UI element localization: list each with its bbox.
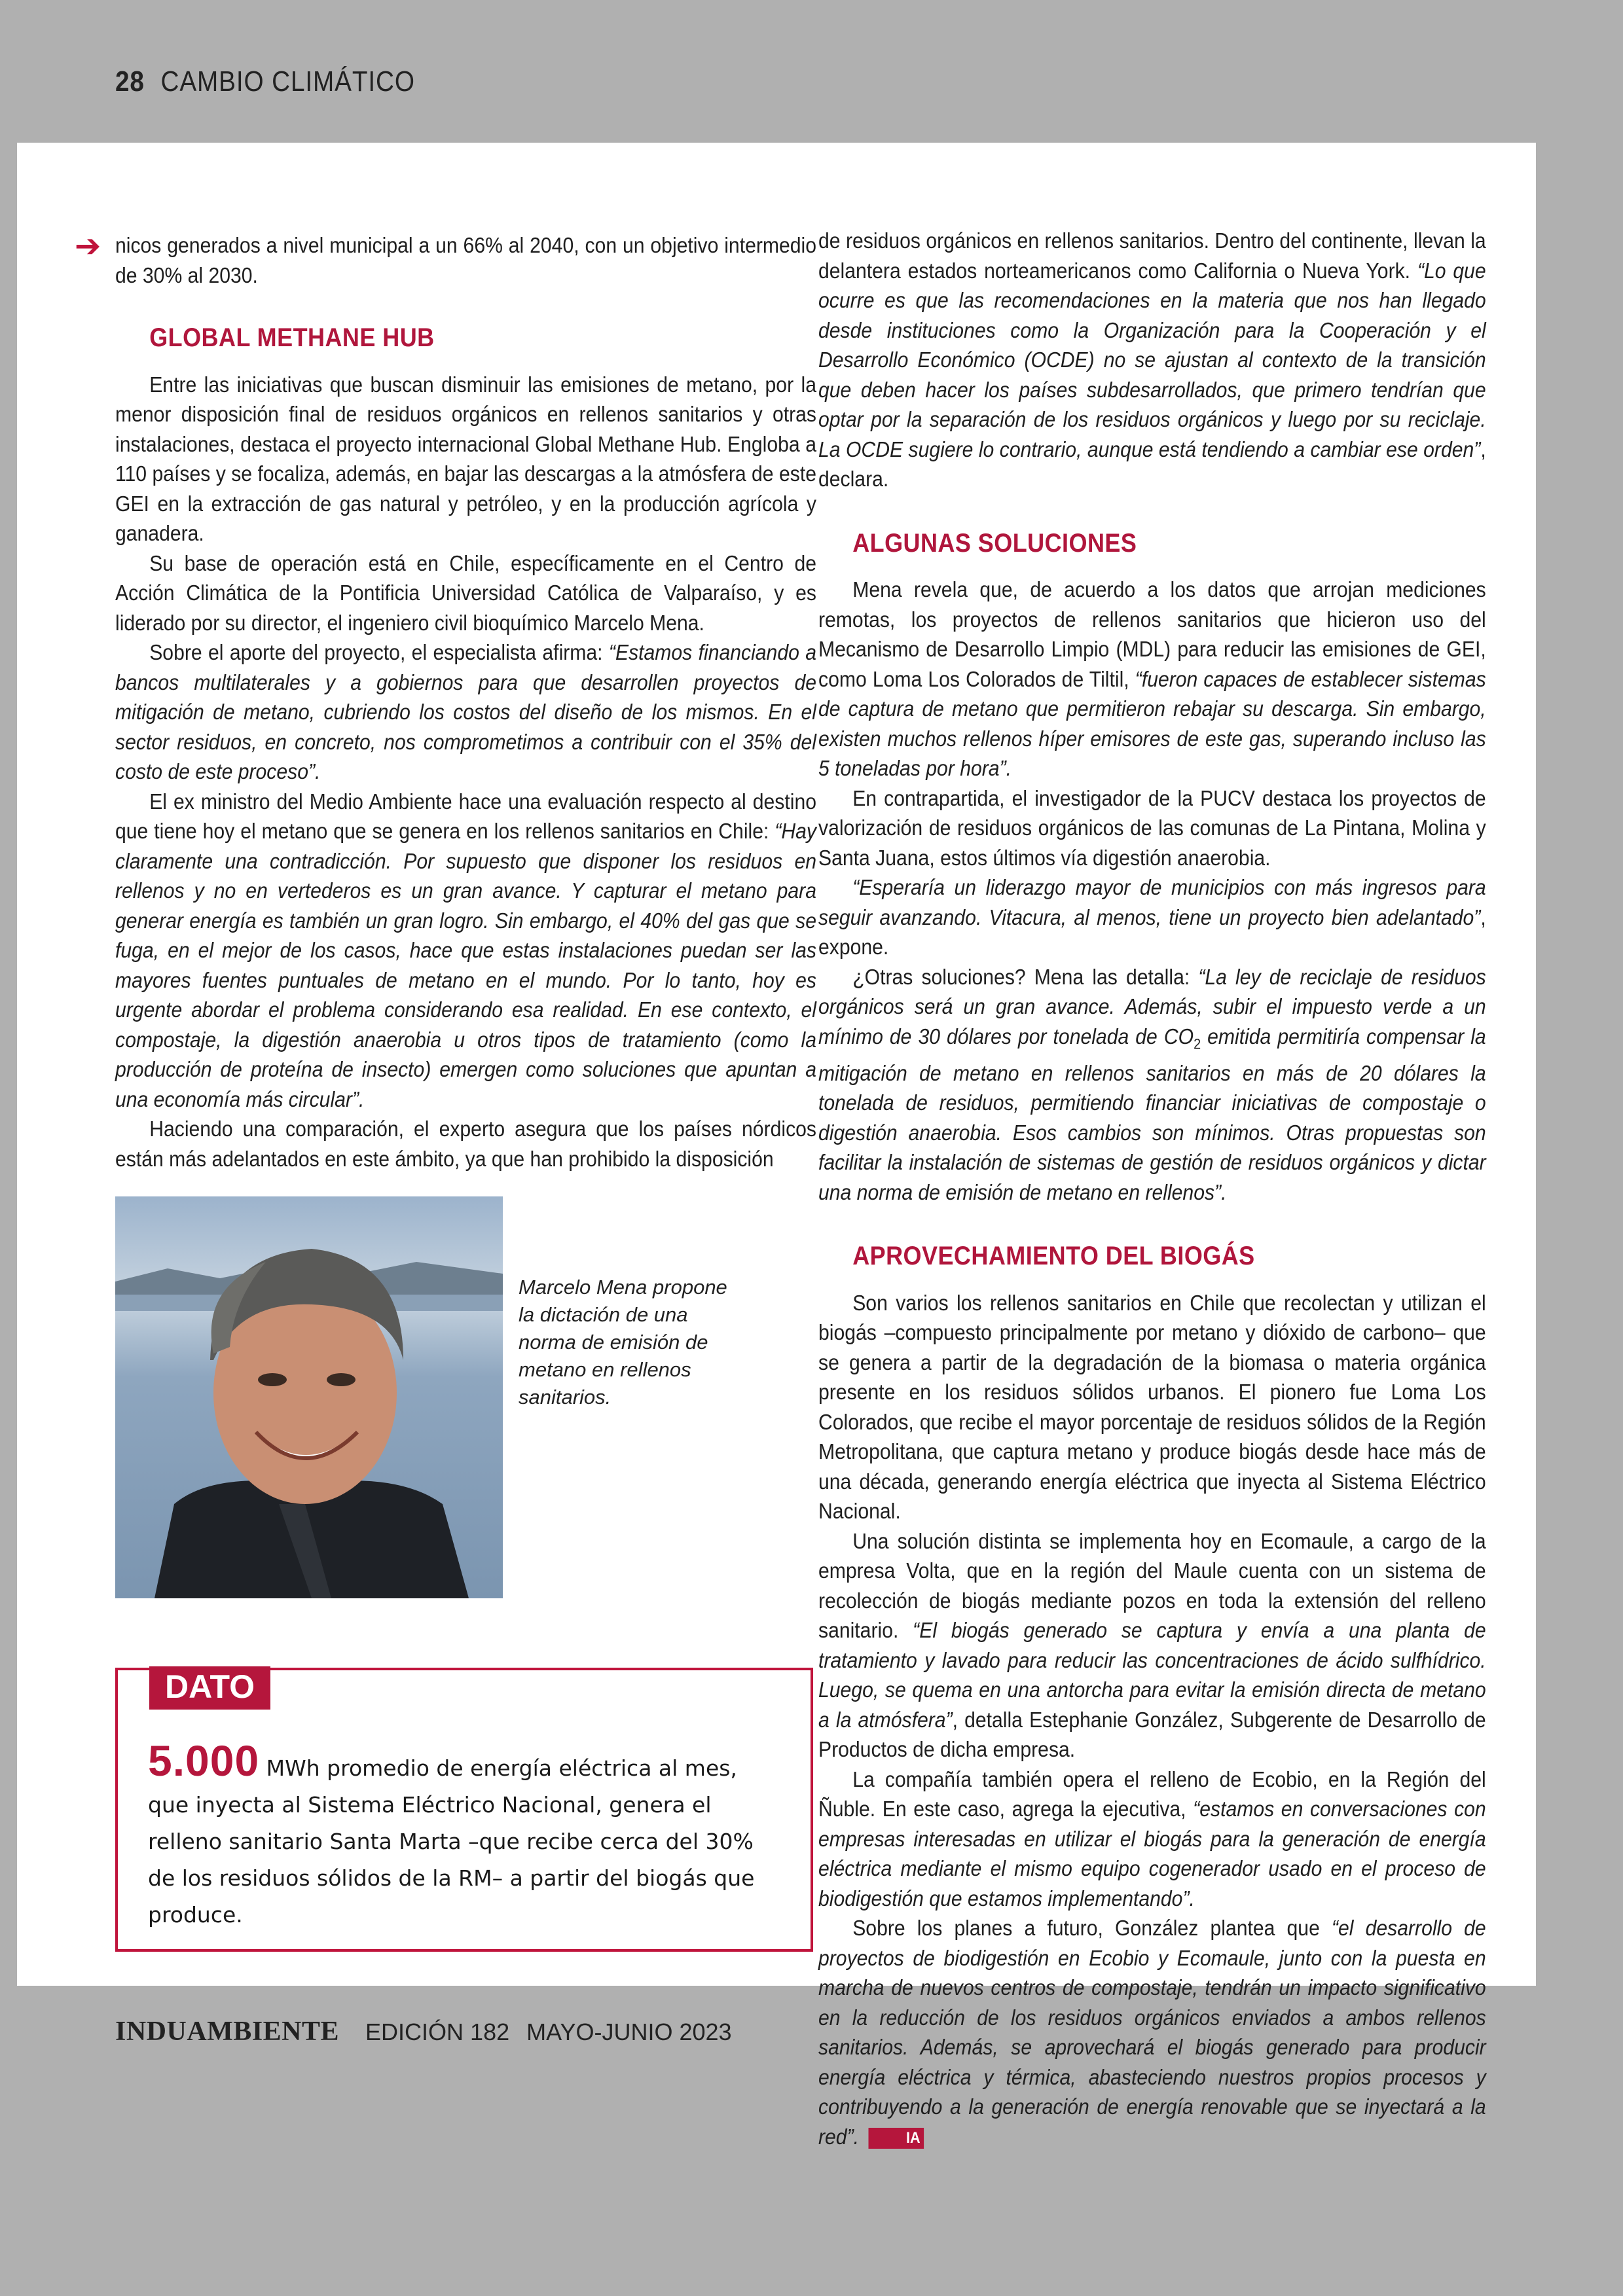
quote: “Hay claramente una contradicción. Por supuesto que disponer los residuos en rellenos y no en vertederos es un gran avance. Y capturar el metano para generar energía es también un gran logro. Sin embargo, el 40% del gas que se fuga, en el mejor de los casos, hace que estas instalaciones puedan ser las mayores fuentes puntuales de metano en el mundo. Por lo tanto, hoy es urgente abordar el problema considerando esa realidad. En ese contexto, el compostaje, la digestión anaerobia u otros tipos de tratamiento (como la producción de proteína de insecto) emergen como soluciones que apuntan a una economía más circular”. (115, 819, 816, 1112)
paragraph: Haciendo una comparación, el experto asegura que los países nórdicos están más adelantados en este ámbito, ya que han prohibido la disposición (115, 1117, 816, 1172)
paragraph (818, 1765, 1486, 1914)
dato-description: MWh promedio de energía eléctrica al mes, que inyecta al Sistema Eléctrico Nacional, genera el relleno sanitario Santa Marta –que recibe cerca del 30% de los residuos sólidos de la RM– a partir del biogás que produce. (148, 1755, 755, 1928)
subscript: 2 (1194, 1035, 1201, 1052)
quote: “Estamos financiando a bancos multilaterales y a gobiernos para que desarrollen proyectos de mitigación de metano, cubriendo los costos del diseño de los mismos. En el sector residuos, en concreto, nos comprometimos a contribuir con el 35% del costo de este proceso”. (115, 641, 816, 784)
quote: emitida permitiría compensar la mitigación de metano en rellenos sanitarios en más de 20 dólares la tonelada de residuos, permitiendo financiar iniciativas de compostaje o digestión anaerobia. Esos cambios son mínimos. Otras propuestas son facilitar la instalación de sistemas de gestión de residuos orgánicos y dictar una norma de emisión de metano en rellenos”. (818, 1024, 1486, 1205)
paragraph (818, 873, 1486, 963)
page-number: 28 (115, 65, 145, 98)
portrait-photo (115, 1196, 503, 1598)
paragraph (115, 787, 816, 1115)
paragraph: En contrapartida, el investigador de la PUCV destaca los proyectos de valorización de residuos orgánicos de las comunas de La Pintana, Molina y Santa Juana, estos últimos vía digestión anaerobia. (818, 786, 1486, 870)
quote: “el desarrollo de proyectos de biodigestión en Ecobio y Ecomaule, junto con la puesta en marcha de nuevos centros de compostaje, tendrán un impacto significativo en la reducción de los residuos orgánicos enviados a ambos rellenos sanitarios. Además, se aprovechará el biogás generado para producir energía eléctrica y térmica, abasteciendo nuestros propios procesos y contribuyendo a la generación de energía renovable que se inyectará a la red”. (818, 1916, 1486, 2149)
page-footer (115, 2016, 732, 2047)
end-badge-icon: IA (868, 2128, 924, 2149)
heading-aprovechamiento-biogas: APROVECHAMIENTO DEL BIOGÁS (852, 1242, 1255, 1271)
paragraph: Su base de operación está en Chile, específicamente en el Centro de Acción Climática de la Pontificia Universidad Católica de Valparaíso, y es liderado por su director, el ingeniero civil bioquímico Marcelo Mena. (115, 551, 816, 636)
paragraph (818, 575, 1486, 784)
text: Mena revela que, de acuerdo a los datos que arrojan mediciones remotas, los proyectos de rellenos sanitarios que hicieron uso del Mecanismo de Desarrollo Limpio (MDL) para reducir las emisiones de GEI, como Loma Los Colorados de Tiltil, (818, 578, 1486, 692)
photo-caption: Marcelo Mena propone la dictación de una norma de emisión de metano en rellenos sanitarios. (519, 1276, 727, 1408)
left-column (115, 231, 816, 1174)
text: El ex ministro del Medio Ambiente hace una evaluación respecto al destino que tiene hoy el metano que se genera en los rellenos sanitarios en Chile: (115, 789, 816, 844)
quote: “El biogás generado se captura y envía a una planta de tratamiento y lavado para reducir las concentraciones de ácido sulfhídrico. Luego, se quema en una antorcha para evitar la emisión directa de metano a la atmósfera” (818, 1619, 1486, 1732)
text: , expone. (818, 905, 1486, 960)
page-header (115, 65, 415, 98)
section-title: CAMBIO CLIMÁTICO (160, 65, 415, 98)
right-column (818, 226, 1486, 2152)
paragraph (818, 1527, 1486, 1765)
heading-algunas-soluciones: ALGUNAS SOLUCIONES (852, 528, 1137, 558)
quote: “fueron capaces de establecer sistemas de captura de metano que permitieron rebajar su descarga. Sin embargo, existen muchos rellenos híper emisores de este gas, superando incluso las 5 toneladas por hora”. (818, 667, 1486, 781)
issue-date: MAYO-JUNIO 2023 (526, 2018, 732, 2045)
quote: “Esperaría un liderazgo mayor de municipios con más ingresos para seguir avanzando. Vitacura, al menos, tiene un proyecto bien adelantado” (818, 876, 1486, 930)
continuation-arrow-icon: ➔ (75, 229, 101, 264)
paragraph (115, 638, 816, 787)
quote: “Lo que ocurre es que las recomendaciones en la materia que nos han llegado desde instituciones como la Organización para la Cooperación y el Desarrollo Económico (OCDE) no se ajustan al contexto de la transición que deben hacer los países subdesarrollados, que primero tendrían que optar por la separación de los residuos orgánicos y luego por su reciclaje. La OCDE sugiere lo contrario, aunque está tendiendo a cambiar ese orden” (818, 259, 1486, 462)
text: , detalla Estephanie González, Subgerente de Desarrollo de Productos de dicha empresa. (818, 1708, 1486, 1763)
heading-global-methane-hub: GLOBAL METHANE HUB (149, 323, 435, 352)
brand-logo: INDUAMBIENTE (115, 2017, 340, 2047)
paragraph (818, 226, 1486, 495)
quote: “estamos en conversaciones con empresas interesadas en utilizar el biogás para la generación de energía eléctrica mediante el mismo equipo cogenerador usado en el proceso de biodigestión que estamos implementando”. (818, 1797, 1486, 1911)
text: Sobre los planes a futuro, González plantea que (852, 1916, 1332, 1941)
text: Una solución distinta se implementa hoy en Ecomaule, a cargo de la empresa Volta, que en la región del Maule cuenta con un sistema de recolección de biogás mediante pozos en toda la extensión del relleno sanitario. (818, 1529, 1486, 1643)
portrait-image (115, 1196, 503, 1598)
dato-box (115, 1668, 813, 1952)
text: , declara. (818, 437, 1486, 492)
text: de residuos orgánicos en rellenos sanitarios. Dentro del continente, llevan la delantera estados norteamericanos como California o Nueva York. (818, 229, 1486, 283)
text: La compañía también opera el relleno de Ecobio, en la Región del Ñuble. En este caso, agrega la ejecutiva, (818, 1767, 1486, 1822)
quote: “La ley de reciclaje de residuos orgánicos será un gran avance. Además, subir el impuesto verde a un mínimo de 30 dólares por tonelada de CO (818, 965, 1486, 1049)
edition: EDICIÓN 182 (365, 2018, 510, 2045)
paragraph (818, 1914, 1486, 2152)
paragraph: Son varios los rellenos sanitarios en Chile que recolectan y utilizan el biogás –compuesto principalmente por metano y dióxido de carbono– que se genera a partir de la degradación de la biomasa o materia orgánica presente en los residuos sólidos urbanos. El pionero fue Loma Los Colorados, que recibe el mayor porcentaje de residuos sólidos de la Región Metropolitana, que captura metano y produce biogás desde hace más de una década, generando energía eléctrica que inyecta al Sistema Eléctrico Nacional. (818, 1291, 1486, 1524)
paragraph: Entre las iniciativas que buscan disminuir las emisiones de metano, por la menor disposición final de residuos orgánicos en rellenos sanitarios y otras instalaciones, destaca el proyecto internacional Global Methane Hub. Engloba a 110 países y se focaliza, además, en bajar las descargas a la atmósfera de este GEI en la extracción de gas natural y petróleo, y en la producción agrícola y ganadera. (115, 372, 816, 546)
text: Sobre el aporte del proyecto, el especialista afirma: (149, 641, 609, 665)
text: ¿Otras soluciones? Mena las detalla: (852, 965, 1199, 990)
paragraph (818, 963, 1486, 1208)
continuation-paragraph: nicos generados a nivel municipal a un 66% al 2040, con un objetivo intermedio de 30% al 2030. (115, 234, 816, 288)
dato-number: 5.000 (148, 1736, 260, 1785)
dato-tag: DATO (149, 1666, 270, 1710)
dato-text (148, 1736, 757, 1933)
